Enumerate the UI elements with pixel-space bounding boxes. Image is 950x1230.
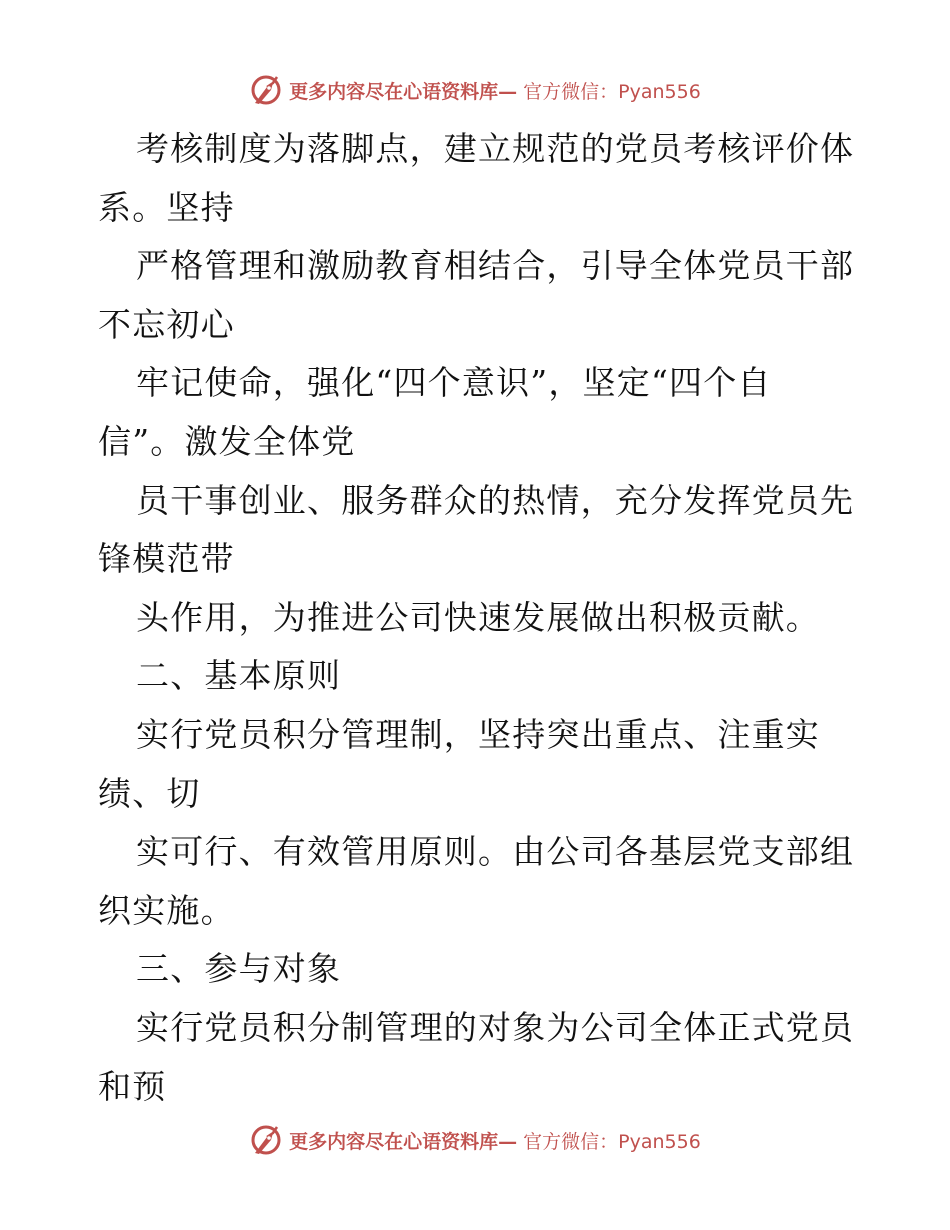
section-heading-basic-principles: 二、基本原则	[136, 656, 342, 696]
text-line-8: 锋模范带	[98, 539, 235, 579]
text-line-2: 系。坚持	[98, 187, 235, 227]
pen-nib-logo-icon	[249, 73, 283, 107]
header-banner	[0, 70, 950, 110]
text-line-16: 实行党员积分制管理的对象为公司全体正式党员	[136, 1007, 855, 1047]
footer-banner-text: 更多内容尽在心语资料库—	[289, 1130, 518, 1153]
section-heading-participants: 三、参与对象	[136, 949, 342, 989]
text-line-7: 员干事创业、服务群众的热情，充分发挥党员先	[136, 480, 855, 520]
text-line-17: 和预	[98, 1066, 167, 1106]
document-body	[98, 120, 858, 1116]
pen-nib-logo-icon	[249, 1123, 283, 1157]
text-line-12: 绩、切	[98, 773, 201, 813]
text-line-11: 实行党员积分管理制，坚持突出重点、注重实	[136, 714, 820, 754]
header-banner-text: 更多内容尽在心语资料库—	[289, 80, 518, 103]
text-line-3: 严格管理和激励教育相结合，引导全体党员干部	[136, 246, 855, 286]
text-line-6: 信”。激发全体党	[98, 421, 356, 461]
footer-banner-inner	[249, 1123, 701, 1157]
header-banner-inner	[249, 73, 701, 107]
text-line-14: 织实施。	[98, 890, 235, 930]
text-line-5: 牢记使命，强化“四个意识”，坚定“四个自	[136, 363, 772, 403]
text-line-9: 头作用，为推进公司快速发展做出积极贡献。	[136, 597, 820, 637]
footer-wechat-text: 官方微信：Pyan556	[523, 1130, 701, 1153]
text-line-4: 不忘初心	[98, 304, 235, 344]
text-line-1: 考核制度为落脚点，建立规范的党员考核评价体	[136, 129, 855, 168]
text-line-13: 实可行、有效管用原则。由公司各基层党支部组	[136, 832, 855, 872]
header-wechat-text: 官方微信：Pyan556	[523, 80, 701, 103]
footer-banner	[0, 1120, 950, 1160]
